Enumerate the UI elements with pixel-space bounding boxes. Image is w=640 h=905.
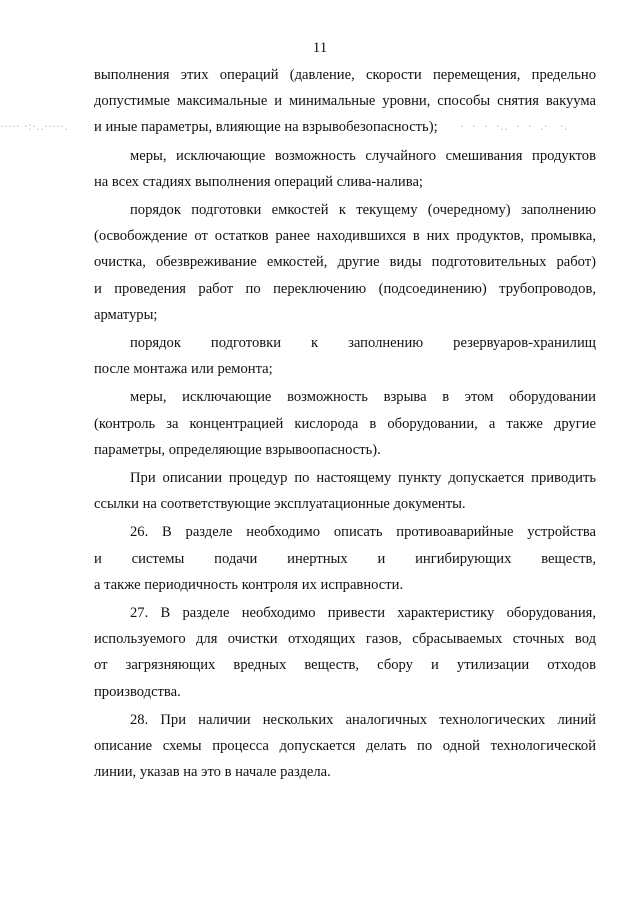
paragraph-procedure-references xyxy=(94,465,596,517)
paragraph-item-26 xyxy=(94,519,596,598)
page-number: 11 xyxy=(312,40,328,56)
body-text xyxy=(94,62,596,785)
text-line: 27. В разделе необходимо привести характеристику оборудования, xyxy=(130,605,596,622)
paragraph-item-27 xyxy=(94,600,596,705)
paragraph-explosion-measures xyxy=(94,384,596,463)
text-line: меры, исключающие возможность случайного смешивания продуктов xyxy=(130,147,596,164)
text-line: допустимые максимальные и минимальные уровни, способы снятия вакуума xyxy=(94,93,596,110)
text-line: и иные параметры, влияющие на взрывобезопасность); xyxy=(94,119,438,136)
text-line: (контроль за концентрацией кислорода в оборудовании, а также другие xyxy=(94,415,596,432)
paragraph-tank-preparation xyxy=(94,330,596,382)
paragraph-mixing-measures xyxy=(94,143,596,195)
text-line: производства. xyxy=(94,683,181,700)
text-line: меры, исключающие возможность взрыва в этом оборудовании xyxy=(130,389,596,406)
text-line: параметры, определяющие взрывоопасность). xyxy=(94,441,381,458)
text-line: арматуры; xyxy=(94,306,158,323)
text-line: линии, указав на это в начале раздела. xyxy=(94,764,331,781)
text-line: а также периодичность контроля их исправности. xyxy=(94,576,404,593)
text-line: (освобождение от остатков ранее находившихся в них продуктов, промывка, xyxy=(94,228,596,245)
text-line: после монтажа или ремонта; xyxy=(94,361,273,378)
paragraph-operations-params xyxy=(94,62,596,141)
text-line: 28. При наличии нескольких аналогичных технологических линий xyxy=(130,711,596,728)
scan-artifact-left: ····· ·:·..·····. xyxy=(0,120,69,133)
scan-artifact-right: · · · ·.. · · .· ·. xyxy=(460,120,568,133)
text-line: порядок подготовки к заполнению резервуаров-хранилищ xyxy=(130,335,596,352)
text-line: очистка, обезвреживание емкостей, другие виды подготовительных работ) xyxy=(94,254,596,271)
text-line: При описании процедур по настоящему пункту допускается приводить xyxy=(130,470,596,487)
text-line: ссылки на соответствующие эксплуатационные документы. xyxy=(94,496,466,513)
text-line: описание схемы процесса допускается делать по одной технологической xyxy=(94,738,596,755)
paragraph-container-preparation xyxy=(94,197,596,328)
paragraph-item-28 xyxy=(94,707,596,786)
text-line: от загрязняющих вредных веществ, сбору и утилизации отходов xyxy=(94,657,596,674)
text-line: и системы подачи инертных и ингибирующих веществ, xyxy=(94,550,596,567)
text-line: используемого для очистки отходящих газов, сбрасываемых сточных вод xyxy=(94,631,596,648)
text-line: 26. В разделе необходимо описать противоаварийные устройства xyxy=(130,524,596,541)
text-line: порядок подготовки емкостей к текущему (очередному) заполнению xyxy=(130,202,596,219)
text-line: на всех стадиях выполнения операций слива-налива; xyxy=(94,173,423,190)
text-line: и проведения работ по переключению (подсоединению) трубопроводов, xyxy=(94,280,596,297)
text-line: выполнения этих операций (давление, скорости перемещения, предельно xyxy=(94,67,596,83)
